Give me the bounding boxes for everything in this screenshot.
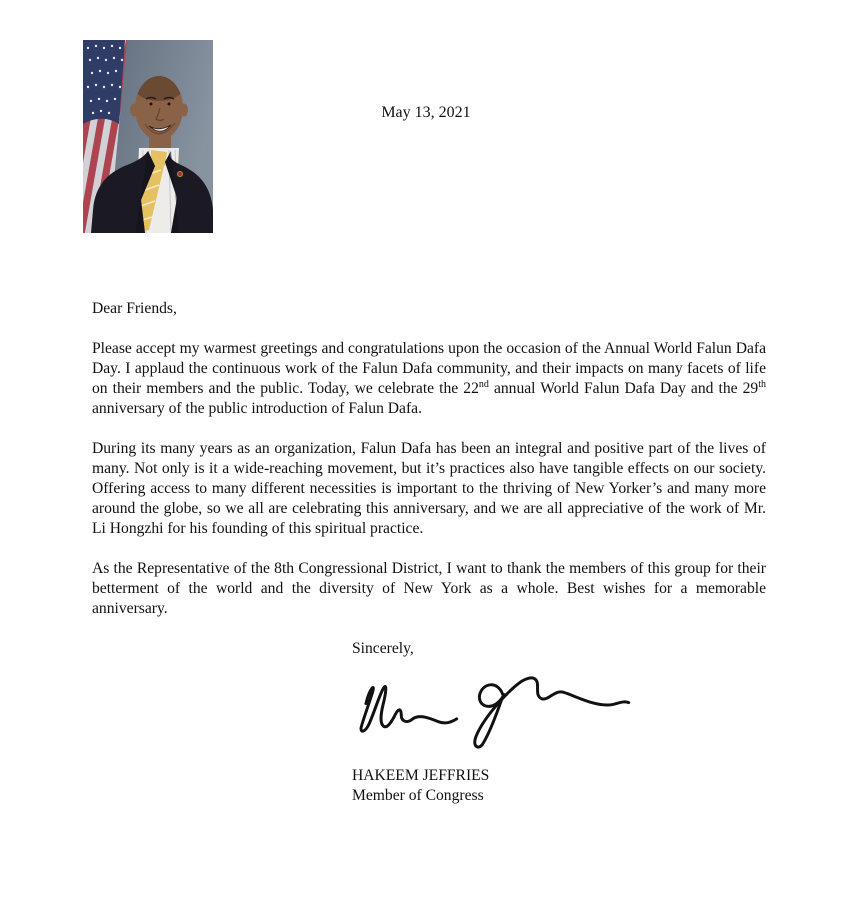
paragraph-text: As the Representative of the 8th Congressional District, I want to thank the members of this group for their betterment of the world and the diversity of New York as a whole. Best wishes for a memorable anniversary. bbox=[92, 560, 766, 617]
superscript-text: nd bbox=[478, 379, 489, 390]
letter-paragraph bbox=[92, 339, 766, 419]
paragraph-text: anniversary of the public introduction of Falun Dafa. bbox=[92, 400, 422, 417]
paragraph-text: During its many years as an organization, Falun Dafa has been an integral and positive part of the lives of many. Not only is it a wide-reaching movement, but it’s practices also have tangible effects on our society. Offering access to many different necessities is important to the thriving of New Yorker’s and many more around the globe, so we all are celebrating this anniversary, and we are all appreciative of the work of Mr. Li Hongzhi for his founding of this spiritual practice. bbox=[92, 440, 766, 537]
closing: Sincerely, bbox=[352, 640, 414, 657]
portrait-photo bbox=[83, 40, 213, 233]
superscript-text: th bbox=[758, 379, 767, 390]
letter-body bbox=[92, 299, 766, 806]
lapel-pin bbox=[177, 171, 182, 176]
letter-paragraph bbox=[92, 559, 766, 619]
signature-handwriting bbox=[348, 673, 638, 759]
salutation: Dear Friends, bbox=[92, 300, 177, 317]
paragraph-text: Please accept my warmest greetings and congratulations upon the occasion of the Annual World Falun Dafa Day. I applaud the continuous work of the Falun Dafa community, and their impacts on many facets of life on their members and the public. Today, we celebrate the 22 bbox=[92, 340, 766, 397]
letter-date: May 13, 2021 bbox=[381, 104, 471, 121]
letter-paragraphs bbox=[92, 339, 766, 619]
letter-paragraph bbox=[92, 439, 766, 539]
paragraph-text: annual World Falun Dafa Day and the 29 bbox=[488, 380, 759, 397]
signature-name: HAKEEM JEFFRIES bbox=[352, 767, 490, 784]
signature-title: Member of Congress bbox=[352, 787, 484, 804]
